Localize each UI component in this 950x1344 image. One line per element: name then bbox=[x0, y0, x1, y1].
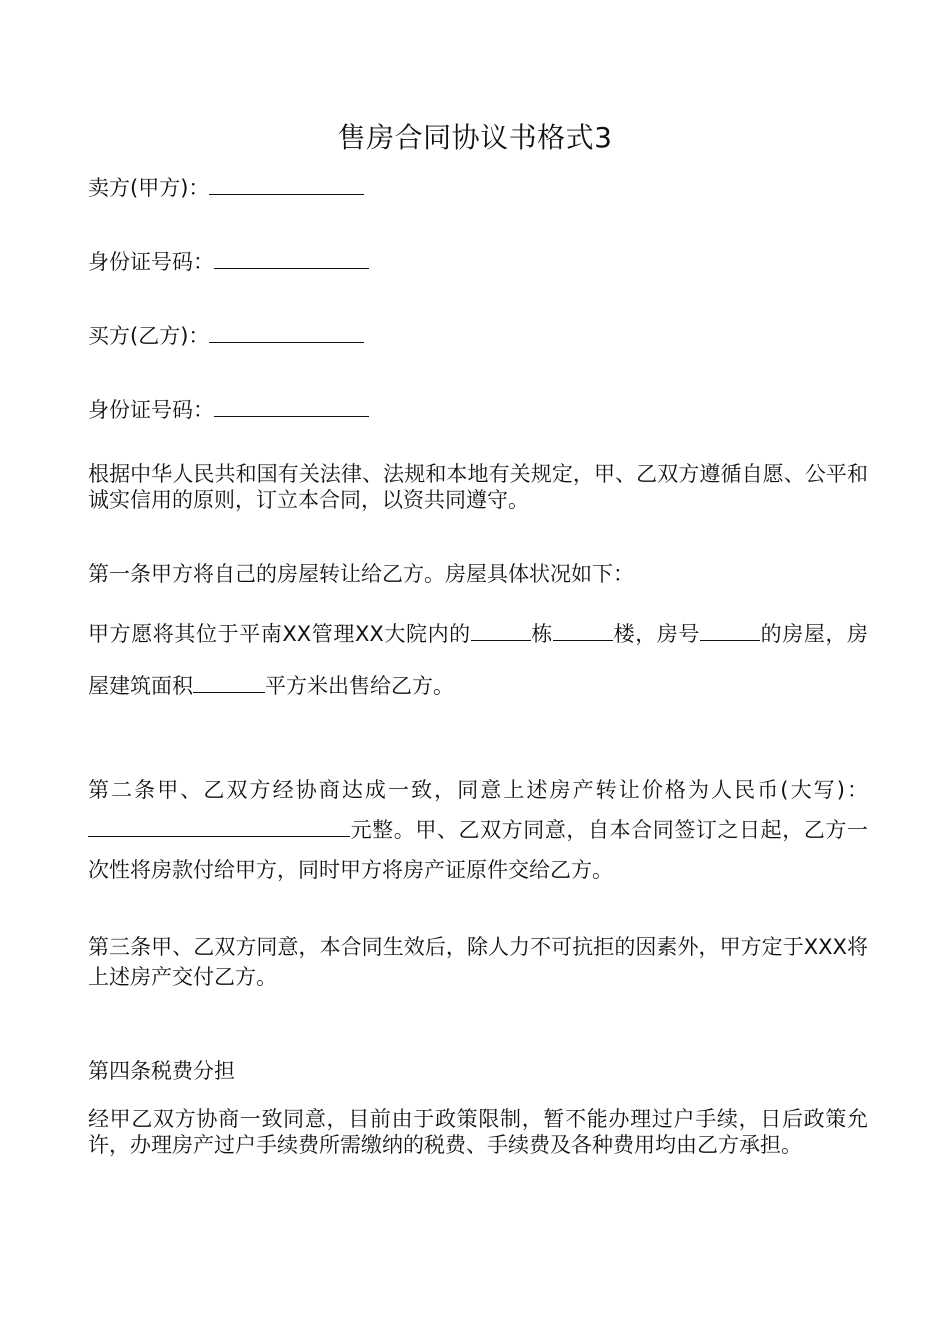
article2-text-1: 第二条甲、乙双方经协商达成一致，同意上述房产转让价格为人民币(大写)： bbox=[88, 778, 868, 802]
buyer-label: 买方(乙方)： bbox=[88, 324, 210, 348]
article1-heading: 第一条甲方将自己的房屋转让给乙方。房屋具体状况如下： bbox=[88, 562, 634, 586]
room-number-blank[interactable] bbox=[700, 620, 760, 641]
preamble-paragraph: 根据中华人民共和国有关法律、法规和本地有关规定，甲、乙双方遵循自愿、公平和诚实信用的原则，订立本合同，以资共同遵守。 bbox=[88, 462, 868, 512]
buyer-id-line bbox=[88, 396, 868, 424]
seller-line bbox=[88, 174, 868, 202]
article2-text-2: 元整。甲、乙双方同意，自本合同签订之日起，乙方一次性将房款付给甲方，同时甲方将房产证原件交给乙方。 bbox=[88, 818, 868, 882]
area-blank[interactable] bbox=[193, 672, 265, 693]
seller-id-line bbox=[88, 248, 868, 276]
article1-text-4: 的房屋，房屋建筑面积 bbox=[88, 622, 869, 698]
building-blank[interactable] bbox=[471, 620, 531, 641]
article2-paragraph bbox=[88, 770, 868, 890]
document-title: 售房合同协议书格式3 bbox=[337, 121, 613, 154]
article4-paragraph: 经甲乙双方协商一致同意，目前由于政策限制，暂不能办理过户手续，日后政策允许，办理房产过户手续费所需缴纳的税费、手续费及各种费用均由乙方承担。 bbox=[88, 1107, 868, 1157]
article3-paragraph: 第三条甲、乙双方同意，本合同生效后，除人力不可抗拒的因素外，甲方定于XXX将上述房产交付乙方。 bbox=[88, 935, 868, 989]
price-uppercase-blank[interactable] bbox=[88, 816, 350, 837]
buyer-id-blank[interactable] bbox=[214, 396, 369, 417]
article1-text-2: 栋 bbox=[530, 622, 553, 646]
floor-blank[interactable] bbox=[553, 620, 613, 641]
article1-text-5: 平方米出售给乙方。 bbox=[265, 674, 454, 698]
article1-text-1: 甲方愿将其位于平南XX管理XX大院内的 bbox=[88, 622, 471, 646]
seller-label: 卖方(甲方)： bbox=[88, 176, 210, 200]
seller-id-label: 身份证号码： bbox=[88, 250, 214, 274]
seller-id-blank[interactable] bbox=[214, 248, 369, 269]
article1-paragraph bbox=[88, 608, 868, 712]
article4-heading: 第四条税费分担 bbox=[88, 1059, 235, 1083]
buyer-blank[interactable] bbox=[209, 322, 364, 343]
buyer-id-label: 身份证号码： bbox=[88, 398, 214, 422]
seller-blank[interactable] bbox=[209, 174, 364, 195]
article1-text-3: 楼，房号 bbox=[613, 622, 701, 646]
buyer-line bbox=[88, 322, 868, 350]
